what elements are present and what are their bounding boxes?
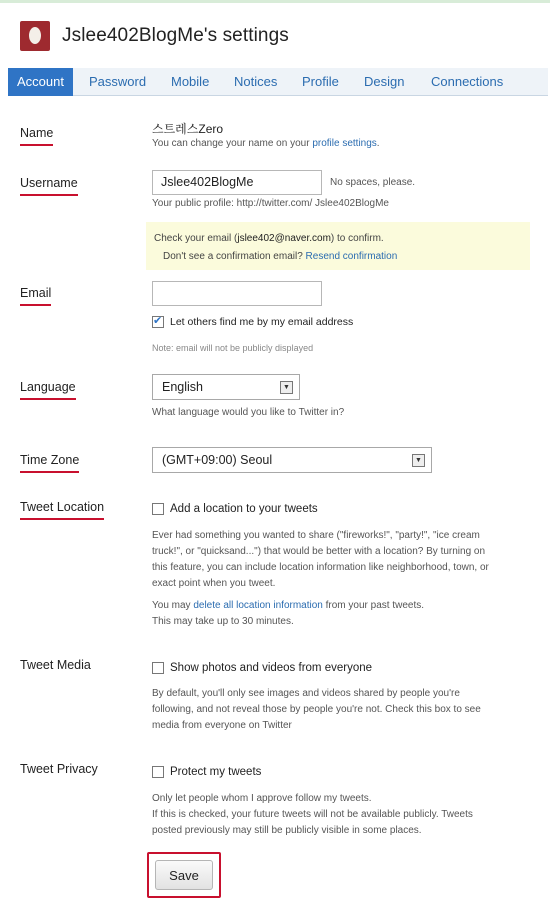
delete-location-link[interactable]: delete all location information — [193, 600, 323, 611]
profile-settings-link[interactable]: profile settings — [312, 138, 377, 149]
tweet-privacy-desc-line: Only let people whom I approve follow my tweets. — [152, 793, 372, 804]
resend-confirmation-link[interactable]: Resend confirmation — [305, 251, 398, 262]
language-select[interactable] — [152, 374, 300, 400]
name-value: 스트레스Zero — [152, 122, 224, 136]
settings-tabs — [8, 68, 548, 96]
tab-connections[interactable]: Connections — [431, 74, 504, 89]
time-zone-label: Time Zone — [20, 453, 79, 473]
public-profile-url: Your public profile: http://twitter.com/ Jslee402BlogMe — [152, 198, 389, 209]
language-hint: What language would you like to Twitter in? — [152, 407, 345, 418]
find-by-email-row[interactable] — [152, 316, 353, 328]
chevron-down-icon[interactable]: ▼ — [280, 381, 293, 394]
username-note: No spaces, please. — [330, 177, 416, 188]
delete-location-line — [152, 598, 424, 614]
tweet-media-row[interactable] — [152, 662, 372, 674]
tweet-privacy-label: Tweet Privacy — [20, 762, 98, 776]
protect-tweets-label: Protect my tweets — [170, 766, 262, 778]
save-button[interactable]: Save — [155, 860, 213, 890]
protect-tweets-checkbox[interactable] — [152, 766, 164, 778]
tweet-location-checkbox-label: Add a location to your tweets — [170, 503, 318, 515]
page-title: Jslee402BlogMe's settings — [62, 25, 289, 46]
notice-suffix: ) to confirm. — [330, 233, 384, 244]
tab-notices[interactable]: Notices — [234, 74, 278, 89]
tweet-location-checkbox[interactable] — [152, 503, 164, 515]
find-by-email-checkbox[interactable] — [152, 316, 164, 328]
tweet-media-checkbox-label: Show photos and videos from everyone — [170, 662, 373, 674]
tweet-media-desc-line: media from everyone on Twitter — [152, 720, 292, 731]
name-hint — [152, 136, 380, 152]
name-label: Name — [20, 126, 53, 146]
settings-header — [20, 20, 289, 52]
email-input[interactable] — [152, 281, 322, 306]
tab-mobile[interactable]: Mobile — [171, 74, 210, 89]
notice-prefix: Check your email ( — [154, 233, 238, 244]
notice-line-1 — [154, 230, 530, 248]
time-zone-selected: (GMT+09:00) Seoul — [162, 453, 273, 467]
tab-profile[interactable]: Profile — [302, 74, 339, 89]
tweet-location-desc-line: truck!", or "quicksand...") that would be better with a location? By turning on — [152, 546, 486, 557]
email-label: Email — [20, 286, 51, 306]
tweet-location-description — [152, 528, 489, 592]
delete-note: This may take up to 30 minutes. — [152, 616, 294, 627]
tweet-media-desc-line: By default, you'll only see images and videos shared by people you're — [152, 688, 460, 699]
save-highlight — [147, 852, 221, 898]
delete-suffix: from your past tweets. — [322, 600, 425, 611]
tweet-privacy-desc-line: posted previously may still be publicly visible in some places. — [152, 825, 422, 836]
username-input[interactable]: Jslee402BlogMe — [152, 170, 322, 195]
tab-password[interactable]: Password — [89, 74, 147, 89]
username-label: Username — [20, 176, 78, 196]
top-accent-line — [0, 0, 550, 3]
tweet-location-label: Tweet Location — [20, 500, 104, 520]
tweet-media-checkbox[interactable] — [152, 662, 164, 674]
tab-account[interactable]: Account — [8, 68, 73, 96]
tab-design[interactable]: Design — [364, 74, 405, 89]
notice-line2-text: Don't see a confirmation email? — [163, 251, 306, 262]
tweet-privacy-description — [152, 791, 473, 839]
tweet-privacy-desc-line: If this is checked, your future tweets will not be available publicly. Tweets — [152, 809, 473, 820]
tweet-media-label: Tweet Media — [20, 658, 91, 672]
email-confirmation-notice — [146, 222, 530, 270]
tweet-media-desc-line: following, and not reveal those by people you're not. Check this box to see — [152, 704, 481, 715]
notice-email: jslee402@naver.com — [237, 233, 331, 244]
language-label: Language — [20, 380, 76, 400]
name-hint-suffix: . — [376, 138, 380, 149]
language-selected: English — [162, 380, 203, 394]
notice-line-2 — [154, 248, 530, 266]
delete-location-info — [152, 598, 424, 630]
tweet-location-desc-line: Ever had something you wanted to share ("fireworks!", "party!", "ice cream — [152, 530, 480, 541]
delete-prefix: You may — [152, 600, 194, 611]
avatar — [20, 21, 50, 51]
tweet-location-row[interactable] — [152, 503, 318, 515]
tweet-location-desc-line: exact point when you tweet. — [152, 578, 276, 589]
tweet-media-description — [152, 686, 481, 734]
tweet-privacy-row[interactable] — [152, 766, 261, 778]
find-by-email-label: Let others find me by my email address — [170, 316, 354, 328]
time-zone-select[interactable] — [152, 447, 432, 473]
email-note: Note: email will not be publicly displayed — [152, 343, 314, 353]
tweet-location-desc-line: this feature, you can include location information like neighborhood, town, or — [152, 562, 489, 573]
chevron-down-icon[interactable]: ▼ — [412, 454, 425, 467]
name-hint-text: You can change your name on your — [152, 138, 313, 149]
